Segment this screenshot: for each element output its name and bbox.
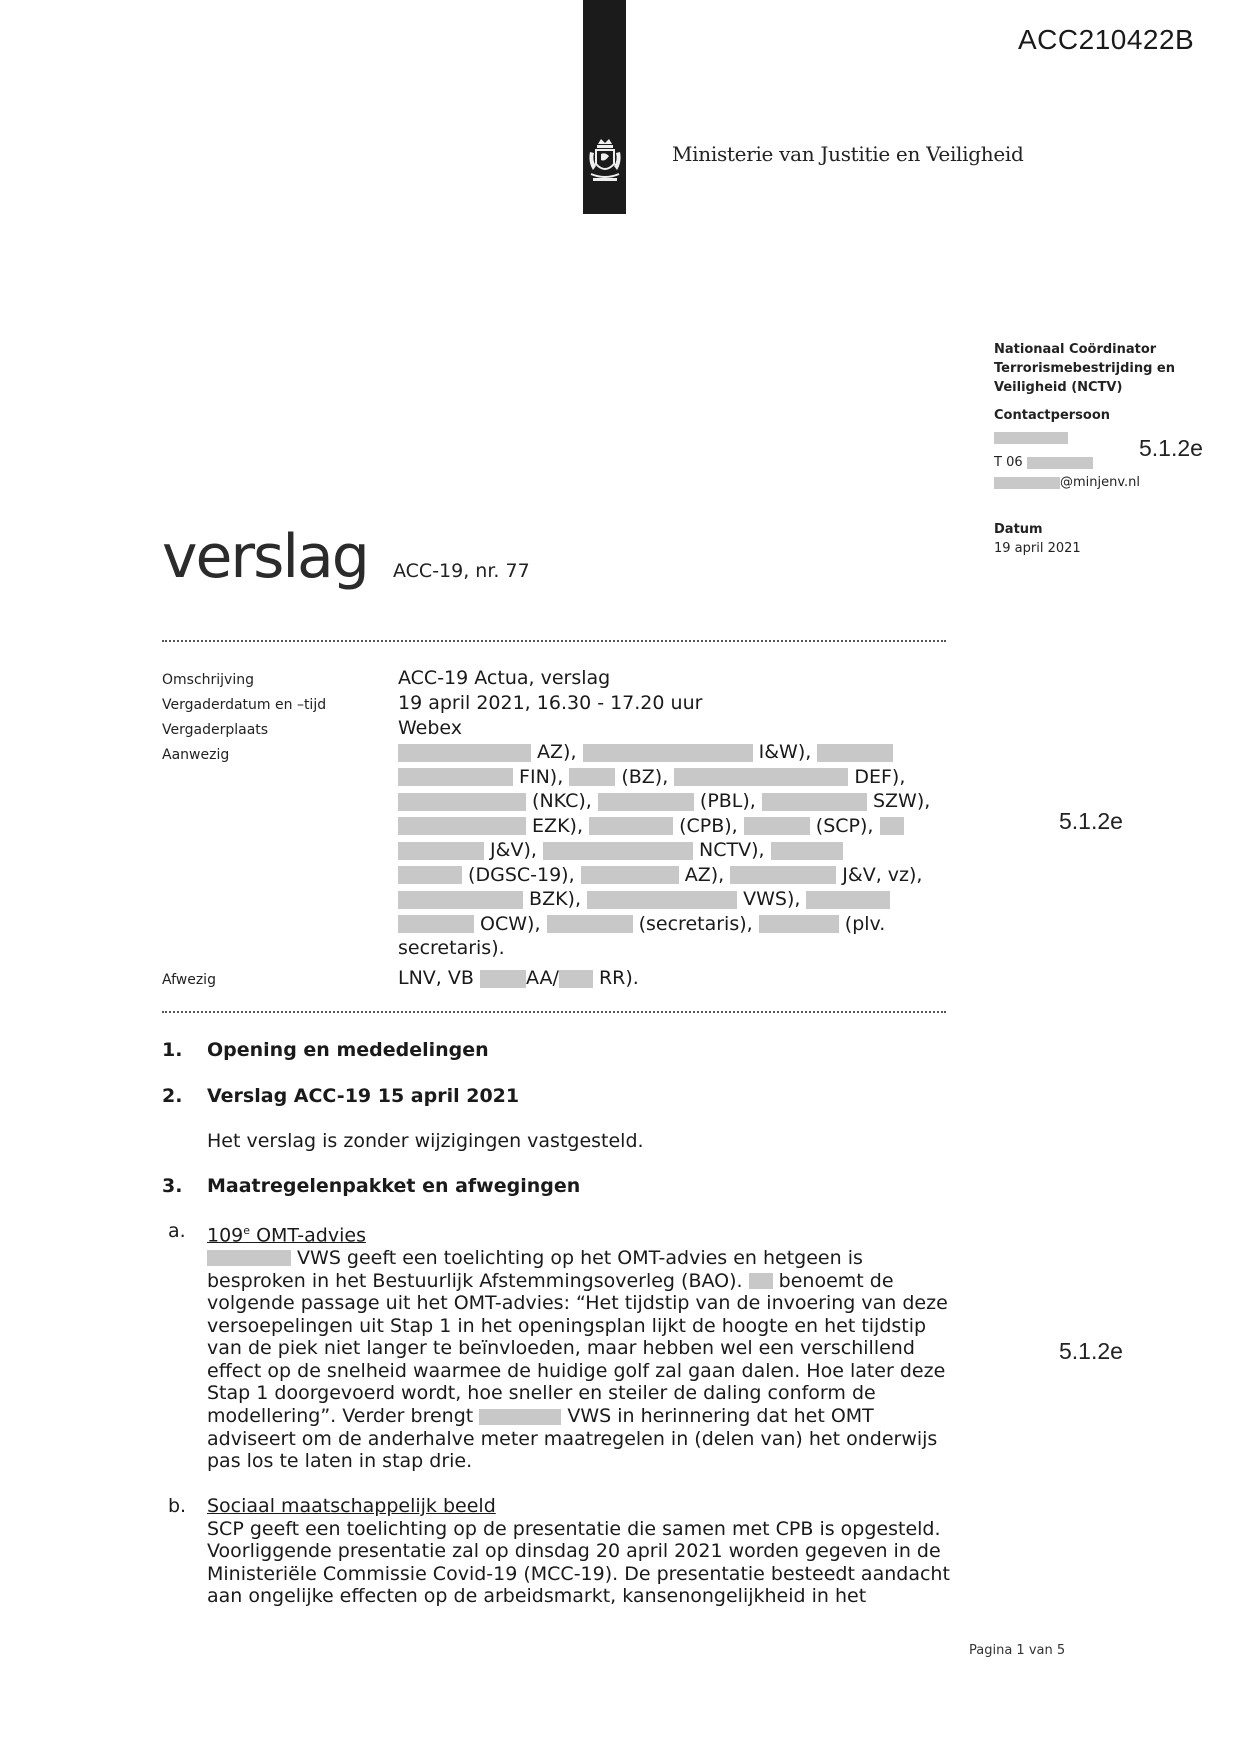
attendee-org: J&V),: [490, 839, 537, 861]
redaction: [771, 842, 843, 860]
paragraph-line: SCP geeft een toelichting op de presentatie die samen met CPB is opgesteld.: [207, 1517, 941, 1540]
attendees-line: [398, 838, 958, 863]
redaction: [398, 891, 523, 909]
org-line: Veiligheid (NCTV): [994, 380, 1123, 395]
date-label: Datum: [994, 522, 1043, 537]
paragraph-line: Voorliggende presentatie zal op dinsdag 20 april 2021 worden gegeven in de: [207, 1540, 941, 1563]
redaction: [806, 891, 890, 909]
redaction: [674, 768, 848, 786]
attendees-line: [398, 789, 958, 814]
contact-email: [994, 473, 1214, 492]
redaction: [398, 817, 526, 835]
document-id: ACC210422B: [1018, 24, 1195, 55]
label-vergaderdatum: Vergaderdatum en –tijd: [162, 697, 327, 713]
ministry-name: Ministerie van Justitie en Veiligheid: [672, 142, 1024, 166]
redaction-phone: [1027, 457, 1093, 469]
redaction: [817, 744, 893, 762]
redaction-code: 5.1.2e: [1059, 808, 1123, 834]
document-subtitle: ACC-19, nr. 77: [393, 560, 530, 582]
attendee-org: FIN),: [519, 765, 564, 788]
attendee-org: (NKC),: [532, 790, 592, 812]
value-omschrijving: ACC-19 Actua, verslag: [398, 667, 611, 689]
redaction: [398, 768, 513, 786]
subsection-letter: b.: [168, 1495, 187, 1517]
paragraph-line: van de piek niet langer te beïnvloeden, maar hebben wel een verschillend: [207, 1337, 915, 1360]
email-suffix: @minjenv.nl: [1060, 475, 1141, 490]
subsection-a: [207, 1220, 967, 1473]
paragraph-line: versoepelingen uit Stap 1 in het openingsplan lijkt de hoogte en het tijdstip: [207, 1314, 927, 1337]
attendee-org: (plv.: [844, 912, 886, 935]
section-body: Het verslag is zonder wijzigingen vastgesteld.: [207, 1130, 644, 1152]
attendee-org: SZW),: [872, 790, 931, 812]
redaction: [749, 1273, 773, 1289]
attendee-org: J&V, vz),: [842, 863, 923, 886]
attendee-org: secretaris).: [398, 937, 505, 959]
attendees-line: [398, 740, 958, 765]
section-heading: Opening en mededelingen: [207, 1039, 489, 1061]
subsection-title: Sociaal maatschappelijk beeld: [207, 1495, 496, 1517]
org-line: Nationaal Coördinator: [994, 342, 1157, 357]
document-title: verslag: [162, 522, 368, 592]
paragraph-line: effect op de snelheid waarmee de huidige golf zal gaan dalen. Hoe later deze: [207, 1359, 946, 1382]
redaction: [543, 842, 693, 860]
attendee-org: OCW),: [480, 912, 541, 935]
redaction: [207, 1250, 291, 1266]
subsection-b: [207, 1495, 967, 1608]
absent-text: LNV, VB: [398, 967, 474, 989]
value-datum: 19 april 2021, 16.30 - 17.20 uur: [398, 692, 703, 714]
org-line: Terrorismebestrijding en: [994, 361, 1175, 376]
redaction: [398, 744, 531, 762]
section-number: 2.: [162, 1085, 183, 1107]
redaction: [547, 915, 633, 933]
crest-icon: [587, 136, 623, 196]
section-heading: Maatregelenpakket en afwegingen: [207, 1175, 581, 1197]
redaction: [759, 915, 839, 933]
redaction: [398, 866, 462, 884]
subsection-title: [207, 1220, 967, 1247]
attendee-org: EZK),: [532, 814, 583, 837]
redaction: [589, 817, 673, 835]
redaction: [762, 793, 867, 811]
phone-prefix: T 06: [994, 455, 1023, 470]
attendee-org: DEF),: [854, 765, 906, 788]
redaction-contact-name: [994, 432, 1068, 444]
line-text: besproken in het Bestuurlijk Afstemmingsoverleg (BAO).: [207, 1269, 743, 1292]
attendee-org: BZK),: [529, 888, 582, 910]
attendees-list: [398, 740, 958, 961]
attendee-org: (DGSC-19),: [468, 863, 575, 886]
absent-text: AA/: [525, 967, 559, 989]
section-number: 1.: [162, 1039, 183, 1061]
redaction: [559, 970, 593, 988]
section-number: 3.: [162, 1175, 183, 1197]
value-plaats: Webex: [398, 717, 463, 739]
line-text: VWS geeft een toelichting op het OMT-advies en hetgeen is: [297, 1246, 863, 1269]
sidebar-org: [994, 340, 1214, 397]
paragraph-line: [207, 1270, 967, 1293]
redaction: [730, 866, 836, 884]
redaction: [744, 817, 810, 835]
redaction: [587, 891, 737, 909]
redaction: [398, 915, 474, 933]
attendee-org: VWS),: [743, 888, 801, 910]
label-omschrijving: Omschrijving: [162, 672, 254, 688]
page-number: Pagina 1 van 5: [969, 1643, 1066, 1658]
title-part: 109: [207, 1224, 244, 1247]
redaction: [479, 1409, 561, 1425]
paragraph-line: pas los te laten in stap drie.: [207, 1450, 473, 1473]
attendee-org: (PBL),: [699, 790, 756, 812]
redaction: [880, 817, 904, 835]
title-part: OMT-advies: [250, 1224, 366, 1247]
absent-text: RR).: [598, 967, 639, 989]
divider: [162, 1011, 946, 1013]
attendees-line: [398, 814, 958, 839]
redaction: [581, 866, 679, 884]
redaction: [583, 744, 753, 762]
section-heading: Verslag ACC-19 15 april 2021: [207, 1085, 520, 1107]
line-text: VWS in herinnering dat het OMT: [567, 1405, 874, 1428]
redaction: [569, 768, 615, 786]
paragraph-line: adviseert om de anderhalve meter maatregelen in (delen van) het onderwijs: [207, 1427, 938, 1450]
attendee-org: AZ),: [537, 741, 577, 763]
attendees-line: [398, 765, 958, 790]
label-afwezig: Afwezig: [162, 972, 216, 988]
redaction: [598, 793, 694, 811]
attendee-org: NCTV),: [699, 839, 765, 861]
title-sup: e: [243, 1224, 251, 1237]
attendees-line: [398, 936, 958, 961]
value-afwezig: [398, 966, 958, 991]
attendee-org: AZ),: [684, 863, 725, 886]
redaction: [480, 970, 526, 988]
label-aanwezig: Aanwezig: [162, 747, 230, 763]
paragraph-line: [207, 1247, 967, 1270]
divider: [162, 640, 946, 642]
paragraph-line: [207, 1405, 967, 1428]
attendees-line: [398, 912, 958, 937]
line-text: benoemt de: [778, 1269, 894, 1292]
date-value: 19 april 2021: [994, 541, 1081, 556]
attendee-org: (SCP),: [815, 814, 874, 837]
attendee-org: (secretaris),: [638, 912, 753, 935]
redaction-code: 5.1.2e: [1139, 435, 1203, 461]
line-text: modellering”. Verder brengt: [207, 1405, 474, 1428]
paragraph-line: aan ongelijke effecten op de arbeidsmarkt, kansenongelijkheid in het: [207, 1585, 867, 1608]
label-vergaderplaats: Vergaderplaats: [162, 722, 269, 738]
attendee-org: (BZ),: [621, 765, 669, 788]
redaction: [398, 842, 484, 860]
paragraph-line: Stap 1 doorgevoerd wordt, hoe sneller en steiler de daling conform de: [207, 1382, 876, 1405]
attendee-org: I&W),: [758, 741, 812, 763]
redaction-code: 5.1.2e: [1059, 1338, 1123, 1364]
redaction: [398, 793, 526, 811]
attendees-line: [398, 863, 958, 888]
attendee-org: (CPB),: [679, 814, 738, 837]
paragraph-line: Ministeriële Commissie Covid-19 (MCC-19). De presentatie besteedt aandacht: [207, 1562, 950, 1585]
paragraph-line: volgende passage uit het OMT-advies: “Het tijdstip van de invoering van deze: [207, 1292, 948, 1315]
subsection-letter: a.: [168, 1220, 186, 1242]
redaction-email: [994, 477, 1060, 489]
contact-label: Contactpersoon: [994, 408, 1111, 423]
attendees-line: [398, 887, 958, 912]
